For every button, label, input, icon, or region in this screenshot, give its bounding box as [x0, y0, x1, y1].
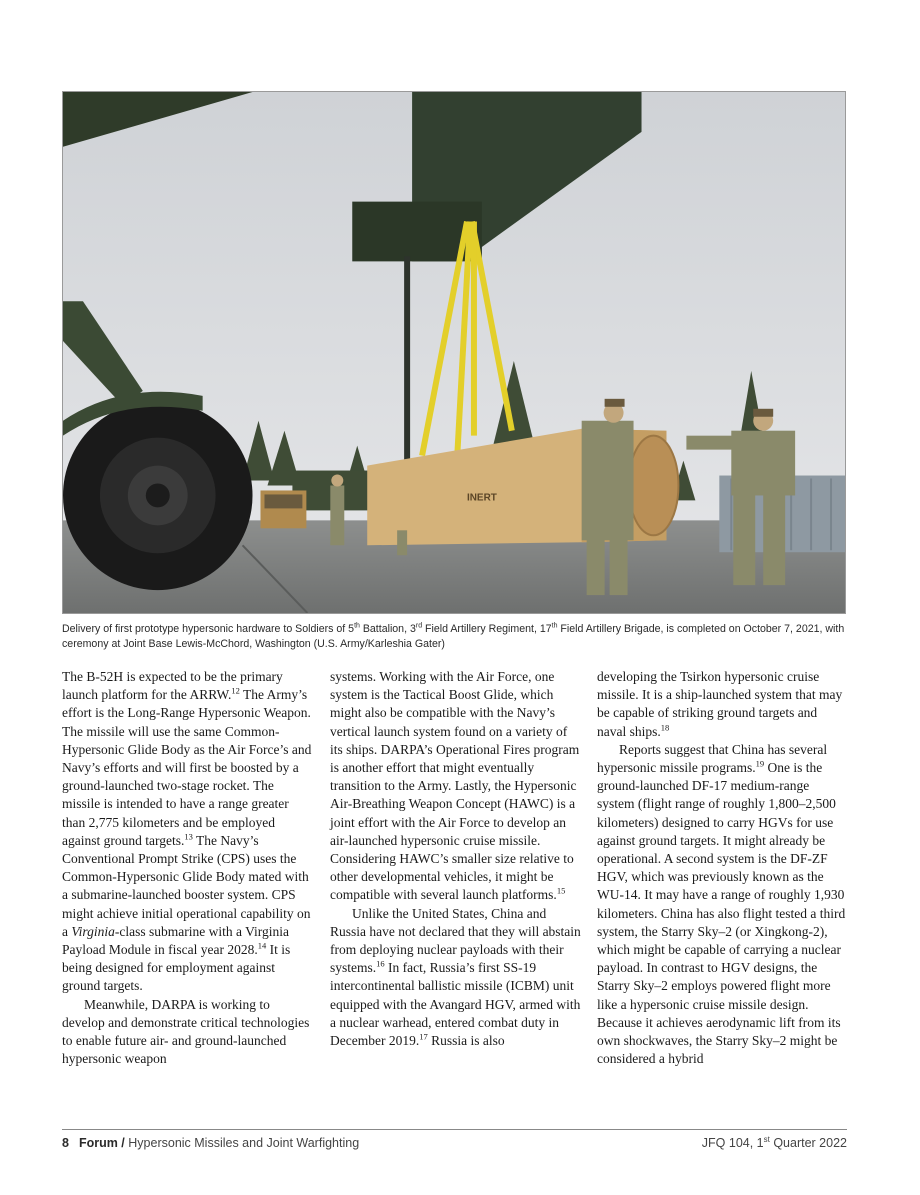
footnote-ref: 18 — [660, 722, 670, 733]
footnote-ref: 16 — [376, 958, 385, 969]
footnote-ref: 12 — [231, 685, 240, 696]
footer-issue: JFQ 104, 1st Quarter 2022 — [701, 1134, 847, 1150]
footer-rule — [62, 1129, 847, 1130]
photo-caption: Delivery of first prototype hypersonic hardware to Soldiers of 5th Battalion, 3rd Field Artillery Regiment, 17th Field Artillery Brigade, is completed on October 7, 2021, with ceremony at Joint Base Lewis-McChord, Washington (U.S. Army/Karleshia Gater) — [62, 622, 845, 650]
cover-photo — [62, 91, 846, 614]
footnote-ref: 13 — [184, 831, 193, 842]
text-column-2 — [330, 668, 582, 1050]
article-title: Hypersonic Missiles and Joint Warfighting — [124, 1136, 360, 1150]
footnote-ref: 14 — [257, 940, 267, 951]
footer-left — [62, 1136, 359, 1150]
paragraph: systems. Working with the Air Force, one system is the Tactical Boost Glide, which might also be compatible with the Navy’s vertical launch system found on a variety of its ships. DARPA’s Operational Fires program is another effort that might eventually transition to the Army. Lastly, the Hypersonic Air-Breathing Weapon Concept (HAWC) is a joint effort with the Air Force to develop an air-launched hypersonic cruise missile. Considering HAWC’s smaller size relative to other developmental vehicles, it might be compatible with several launch platforms.$^{15}$ — [330, 669, 580, 903]
photo-illustration — [63, 92, 845, 613]
footnote-ref: 15 — [556, 885, 566, 896]
crate-label: INERT — [466, 492, 497, 504]
text-column-1 — [62, 668, 314, 1068]
paragraph: The B-52H is expected to be the primary launch platform for the ARRW.$^{12}$ The Army’s effort is the Long-Range Hypersonic Weapon. The missile will use the same Common-Hypersonic Glide Body as the Air Force’s and Navy’s efforts and will first be boosted by a ground-launched two-stage rocket. The missile is intended to have a range greater than 2,775 kilometers and be employed against ground targets.$^{13}$ The Navy’s Conventional Prompt Strike (CPS) uses the Common-Hypersonic Glide Body mated with a submarine-launched booster system. CPS might achieve initial operational capability on a Virginia-class submarine with a Virginia Payload Module in fiscal year 2028.14 It is being designed for employment against ground targets. — [62, 669, 312, 994]
page-number: 8 — [62, 1136, 69, 1150]
footnote-ref: 17 — [419, 1031, 428, 1042]
paragraph: Meanwhile, DARPA is working to develop and demonstrate critical technologies to enable future air- and ground-launched hypersonic weapon — [62, 996, 310, 1067]
section-label: Forum / — [78, 1136, 125, 1150]
paragraph: Reports suggest that China has several hypersonic missile programs.$^{19}$ One is the ground-launched DF-17 medium-range system (flight range of roughly 1,800–2,500 kilometers) designed to carry HGVs for use against ground targets. It might already be operational. A second system is the DF-ZF HGV, which was previously known as the WU-14. It may have a range of roughly 1,930 kilometers. China has also flight tested a third system, the Starry Sky–2 (or Xingkong-2), which might be capable of carrying a nuclear payload. In contrast to HGV designs, the Starry Sky–2 employs powered flight more like a hypersonic cruise missile design. Because it achieves aerodynamic lift from its own shockwaves, the Starry Sky–2 might be considered a hybrid — [597, 741, 846, 1067]
paragraph: developing the Tsirkon hypersonic cruise missile. It is a ship-launched system that may be capable of striking ground targets and naval ships.$^{18}$ — [597, 669, 843, 739]
text-column-3 — [597, 668, 849, 1068]
footnote-ref: 19 — [755, 758, 765, 769]
paragraph: Unlike the United States, China and Russia have not declared that they will abstain from deploying nuclear payloads with their systems.$^{16}$ In fact, Russia’s first SS-19 intercontinental ballistic missile (ICBM) unit equipped with the Avangard HGV, armed with a nuclear warhead, entered combat duty in December 2019.17 Russia is also — [330, 905, 581, 1049]
